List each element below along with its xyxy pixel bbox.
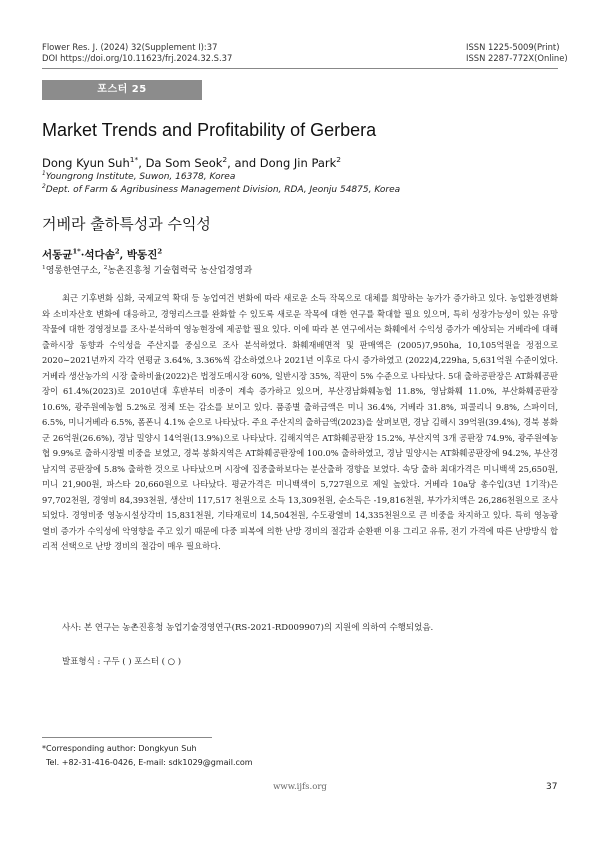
aff-ko-1: 영롱한연구소, xyxy=(45,266,104,276)
author-1-ko: 서동균 xyxy=(42,249,73,261)
author-2-sup: 2 xyxy=(222,155,228,165)
presentation-type: 발표형식 : 구두 ( ) 포스터 ( ○ ) xyxy=(62,657,182,667)
page-number: 37 xyxy=(546,782,558,792)
author-3-ko: , 박동진 xyxy=(119,249,158,261)
paper-title-en: Market Trends and Profitability of Gerbera xyxy=(42,120,377,140)
author-1-en: Dong Kyun Suh xyxy=(42,156,130,170)
corresponding-author: *Corresponding author: Dongkyun Suh xyxy=(42,744,197,753)
author-3-sup: 2 xyxy=(336,155,342,165)
affiliations-ko xyxy=(42,263,252,276)
authors-en xyxy=(42,156,341,170)
aff-2-num: 2 xyxy=(42,183,46,190)
affiliations-en xyxy=(42,171,400,196)
aff-1-num: 1 xyxy=(42,171,46,177)
aff-ko-2-num: 2 xyxy=(103,265,108,271)
affiliation-1-en xyxy=(42,171,400,184)
author-2-ko-sup: 2 xyxy=(114,247,120,256)
aff-1-text: Youngrong Institute, Suwon, 16378, Korea xyxy=(45,172,236,182)
poster-badge: 포스터 25 xyxy=(42,80,202,100)
acknowledgment: 사사: 본 연구는 농촌진흥청 농업기술경영연구(RS-2021-RD009907)의 지원에 의하여 수행되었음. xyxy=(62,623,434,633)
author-2-en: , Da Som Seok xyxy=(138,156,223,170)
affiliation-2-en xyxy=(42,184,400,197)
issn-online: ISSN 2287-772X(Online) xyxy=(466,53,568,63)
author-1-ko-sup: 1* xyxy=(72,247,81,256)
abstract-body: 최근 기후변화 심화, 국제교역 확대 등 농업여건 변화에 따라 새로운 소득 작목으로 대체를 희망하는 농가가 증가하고 있다. 농업환경변화와 소비자산호 변화에 대응하고, 경영리스크를 완화할 수 있도록 새로운 작목에 대한 연구를 확대할 필요 있으며, 특히 성장가능성이 있는 유망작물에 대한 경영정보를 조사·분석하여 영농현장에 제공할 필요 있다. 이에 따라 본 연구에서는 화훼에서 수익성 증가가 예상되는 거베라에 대해 출하시장 동향과 수익성을 주산지를 중심으로 조사 분석하였다. 화훼재배면적 및 판매액은 (2005)7,950ha, 10,105억원을 정점으로 2020∼2021년까지 각각 연평균 3.64%, 3.36%씩 감소하였으나 2021년 이후로 다시 증가하였고 (2022)4,229ha, 5,631억원 수준이었다. 거베라 생산농가의 시장 출하비율(2022)은 법정도매시장 60%, 일반시장 35%, 직판이 5% 수준으로 나타났다. 5대 출하공판장은 AT화훼공판장이 61.4%(2023)로 2010년대 후반부터 비중이 계속 증가하고 있으며, 부산경남화훼농협 11.8%, 영남화훼 11.0%, 부산화훼공판장 10.6%, 광주원예농협 5.2%로 정체 또는 감소를 보이고 있다. 품종별 출하금액은 미니 36.4%, 거베라 31.8%, 피콜리니 9.8%, 스파이더, 6.5%, 미니거베라 6.5%, 폼폰니 4.1% 순으로 나타났다. 주요 주산지의 출하금액(2023)을 살펴보면, 경남 김해시 39억원(39.4%), 경북 봉화군 26억원(26.6%), 경남 밀양시 14억원(13.9%)으로 나타났다. 김해지역은 AT화훼공판장 15.2%, 부산지역 3개 공판장 74.9%, 광주원예농협 9.9%로 출하시장별 비중을 보였고, 경북 봉화지역은 AT화훼공판장에 100.0% 출하하였고, 경남 밀양시는 AT화훼공판장에 94.2%, 부산경남지역 공판장에 5.8% 출하한 것으로 나타났으며 시장에 집중출하보다는 분산출하 경향을 보였다. 속당 출하 최대가격은 미니백색 25,650원, 미니 21,900원, 파스타 20,660원으로 나타났다. 평균가격은 미니백색이 5,727원으로 제일 높았다. 거베라 10a당 총수입(3년 1기작)은 97,702천원, 경영비 84,393천원, 생산비 117,517 천원으로 소득 13,309천원, 순소득은 -19,816천원, 부가가치액은 26,286천원으로 조사되었다. 경영비중 영농시설상각비 15,831천원, 기타재료비 14,504천원, 수도광열비 14,335천원으로 큰 비중을 차지하고 있다. 특히 영농광열비 증가가 수익성에 악영향을 주고 있기 때문에 다중 피복에 의한 난방 경비의 절감과 순환팬 이용 그리고 유류, 전기 가격에 따른 난방방식 합리적 선택으로 난방 경비의 절감이 매우 필요하다. xyxy=(42,293,558,551)
footnote-divider xyxy=(42,737,212,738)
aff-ko-1-num: 1 xyxy=(42,265,46,271)
author-2-ko: ·석다솜 xyxy=(80,249,115,261)
author-3-ko-sup: 2 xyxy=(157,247,163,256)
authors-ko xyxy=(42,247,162,262)
issn-print: ISSN 1225-5009(Print) xyxy=(466,42,560,52)
header-divider xyxy=(42,68,558,69)
journal-header-left xyxy=(42,42,232,64)
paper-title-ko: 거베라 출하특성과 수익성 xyxy=(42,215,211,233)
journal-header-right xyxy=(466,42,568,64)
journal-citation: Flower Res. J. (2024) 32(Supplement I):37 xyxy=(42,42,218,52)
aff-ko-2: 농촌진흥청 기술협력국 농산업경영과 xyxy=(107,266,253,276)
doi-line: DOI https://doi.org/10.11623/frj.2024.32.S.37 xyxy=(42,53,233,63)
aff-2-text: Dept. of Farm & Agribusiness Management Division, RDA, Jeonju 54875, Korea xyxy=(45,184,401,195)
journal-website: www.ijfs.org xyxy=(273,782,327,792)
contact-info: Tel. +82-31-416-0426, E-mail: sdk1029@gmail.com xyxy=(46,758,253,767)
author-1-sup: 1* xyxy=(129,155,139,165)
author-3-en: , and Dong Jin Park xyxy=(227,156,337,170)
